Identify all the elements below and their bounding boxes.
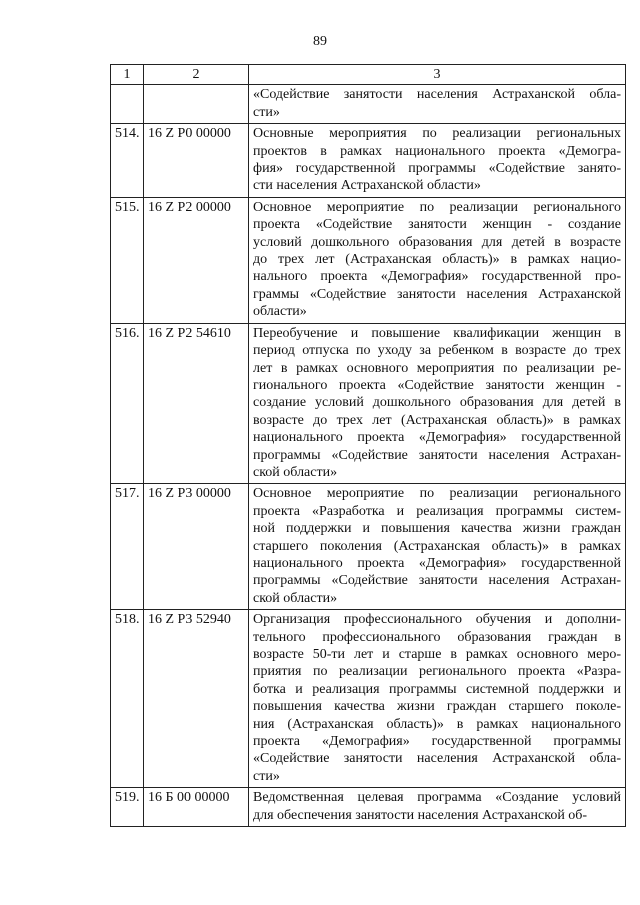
table-row bbox=[111, 85, 626, 124]
column-header-1: 1 bbox=[111, 65, 144, 85]
description-line: Организация профессионального обучения и дополни- bbox=[253, 612, 621, 628]
description-line: создание условий дошкольного образования для детей в bbox=[253, 395, 621, 411]
table-row bbox=[111, 788, 626, 827]
row-description bbox=[249, 124, 626, 198]
row-number: 515. bbox=[111, 197, 144, 323]
description-line: период отпуска по уходу за ребенком в возрасте до трех bbox=[253, 343, 621, 359]
description-line: граммы «Содействие занятости населения Астраханской bbox=[253, 286, 621, 302]
row-code: 16 Z P0 00000 bbox=[144, 124, 249, 198]
description-line: повышения качества жизни граждан старшего поколе- bbox=[253, 699, 621, 715]
page-number: 89 bbox=[313, 34, 327, 49]
description-line: национального проекта «Демография» государственной bbox=[253, 555, 621, 571]
column-header-2: 2 bbox=[144, 65, 249, 85]
description-line: «Содействие занятости населения Астраханской обла- bbox=[253, 87, 621, 103]
description-line: ния (Астраханская область)» в рамках национального bbox=[253, 716, 621, 732]
description-line: возрасте до трех лет (Астраханская область)» в рамках bbox=[253, 412, 621, 428]
row-number: 516. bbox=[111, 323, 144, 484]
description-line: нального проекта «Демография» государственной про- bbox=[253, 269, 621, 285]
row-number: 519. bbox=[111, 788, 144, 827]
row-description bbox=[249, 610, 626, 788]
description-line: сти населения Астраханской области» bbox=[253, 178, 481, 194]
description-line: «Содействие занятости населения Астраханской обла- bbox=[253, 751, 621, 767]
table-row bbox=[111, 197, 626, 323]
description-line: фия» государственной программы «Содействие занято- bbox=[253, 161, 621, 177]
table-row bbox=[111, 323, 626, 484]
description-line: Основные мероприятия по реализации региональных bbox=[253, 126, 621, 142]
row-description bbox=[249, 197, 626, 323]
table-row bbox=[111, 484, 626, 610]
row-number: 514. bbox=[111, 124, 144, 198]
description-line: проекта «Разработка и реализация программы систем- bbox=[253, 503, 621, 519]
description-line: старшего поколения (Астраханская область)» в рамках bbox=[253, 538, 621, 554]
description-line: гионального проекта «Содействие занятости женщин - bbox=[253, 377, 621, 393]
description-line: национального проекта «Демография» государственной bbox=[253, 430, 621, 446]
column-header-3: 3 bbox=[249, 65, 626, 85]
row-number: 518. bbox=[111, 610, 144, 788]
description-line: лет в рамках основного мероприятия по реализации ре- bbox=[253, 360, 621, 376]
row-code: 16 Б 00 00000 bbox=[144, 788, 249, 827]
description-line: проекта «Содействие занятости женщин - создание bbox=[253, 217, 621, 233]
row-code: 16 Z P3 00000 bbox=[144, 484, 249, 610]
row-number bbox=[111, 85, 144, 124]
row-code bbox=[144, 85, 249, 124]
description-line: Переобучение и повышение квалификации женщин в bbox=[253, 325, 621, 341]
description-line: проектов в рамках национального проекта «Демогра- bbox=[253, 143, 621, 159]
row-description bbox=[249, 788, 626, 827]
row-code: 16 Z P2 54610 bbox=[144, 323, 249, 484]
table-row bbox=[111, 124, 626, 198]
description-line: Ведомственная целевая программа «Создание условий bbox=[253, 790, 621, 806]
description-line: Основное мероприятие по реализации регионального bbox=[253, 199, 621, 215]
description-line: ской области» bbox=[253, 590, 338, 606]
budget-classification-table bbox=[110, 64, 626, 827]
description-line: до трех лет (Астраханская область)» в рамках нацио- bbox=[253, 252, 621, 268]
description-line: ской области» bbox=[253, 464, 338, 480]
description-line: проекта «Демография» государственной программы bbox=[253, 734, 621, 750]
description-line: условий дошкольного образования для детей в возрасте bbox=[253, 234, 621, 250]
row-code: 16 Z P2 00000 bbox=[144, 197, 249, 323]
description-line: для обеспечения занятости населения Астраханской об- bbox=[253, 807, 588, 823]
row-description bbox=[249, 85, 626, 124]
row-code: 16 Z P3 52940 bbox=[144, 610, 249, 788]
table-row bbox=[111, 610, 626, 788]
description-line: программы «Содействие занятости населения Астрахан- bbox=[253, 447, 621, 463]
header-row bbox=[111, 65, 626, 85]
description-line: программы «Содействие занятости населения Астрахан- bbox=[253, 573, 621, 589]
description-line: ной поддержки и повышения качества жизни граждан bbox=[253, 521, 621, 537]
description-line: сти» bbox=[253, 104, 280, 120]
description-line: приятия по реализации регионального проекта «Разра- bbox=[253, 664, 621, 680]
table-header bbox=[111, 65, 626, 85]
row-description bbox=[249, 484, 626, 610]
description-line: ботка и реализация программы системной поддержки и bbox=[253, 681, 621, 697]
description-line: тельного профессионального образования граждан в bbox=[253, 629, 621, 645]
description-line: области» bbox=[253, 304, 307, 320]
row-number: 517. bbox=[111, 484, 144, 610]
table-body bbox=[111, 85, 626, 827]
description-line: сти» bbox=[253, 768, 280, 784]
row-description bbox=[249, 323, 626, 484]
description-line: Основное мероприятие по реализации регионального bbox=[253, 486, 621, 502]
description-line: возрасте 50-ти лет и старше в рамках основного меро- bbox=[253, 647, 621, 662]
